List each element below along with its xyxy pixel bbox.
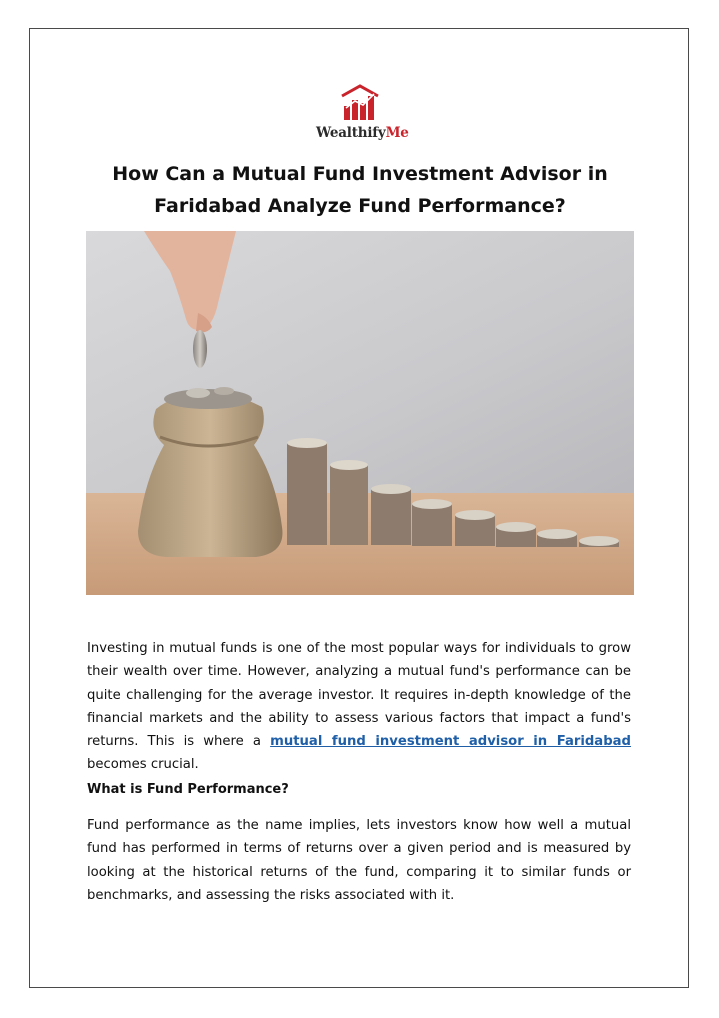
intro-paragraph: Investing in mutual funds is one of the most popular ways for individuals to grow their wealth over time. However, analyzing a mutual fund's performance can be quite challenging for the average investor. It requires in-depth knowledge of the financial markets and the ability to assess various factors that impact a fund's returns. This is where a mutual fund investment advisor in Faridabad becomes crucial.: [87, 641, 631, 773]
article-title: [60, 158, 660, 222]
chart-bars-icon: [338, 84, 382, 124]
brand-name: WealthifyMe: [316, 125, 409, 141]
title-line-1: How Can a Mutual Fund Investment Advisor in: [112, 163, 608, 185]
advisor-link[interactable]: mutual fund investment advisor in Faridabad: [270, 734, 631, 750]
wealthifyme-logo[interactable]: [316, 84, 409, 146]
title-line-2: Faridabad Analyze Fund Performance?: [154, 195, 566, 217]
hero-image: [86, 231, 634, 595]
fund-performance-paragraph: Fund performance as the name implies, lets investors know how well a mutual fund has performed in terms of returns over a given period and is measured by looking at the historical returns of the fund, comparing it to similar funds or benchmarks, and assessing the risks associated with it.: [87, 818, 631, 903]
section-heading: What is Fund Performance?: [87, 782, 289, 797]
